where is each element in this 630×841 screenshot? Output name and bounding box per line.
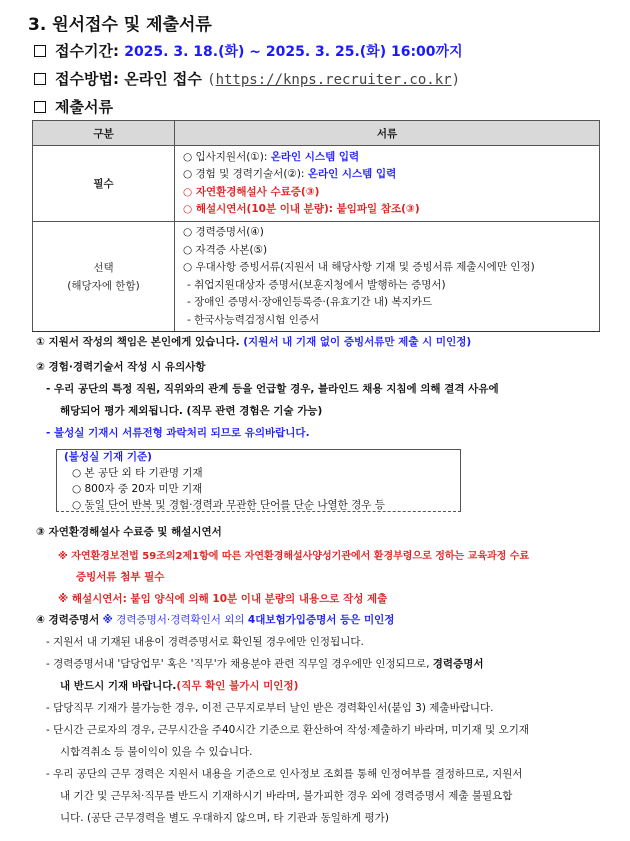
required-documents bbox=[175, 146, 600, 222]
note-4-line: - 담당직무 기재가 불가능한 경우, 이전 근무지로부터 날인 받은 경력확인서(붙임 3) 제출바랍니다. bbox=[46, 702, 494, 714]
optional-documents bbox=[175, 222, 600, 332]
checkbox-icon bbox=[34, 101, 46, 113]
required-item: ○ 자연환경해설사 수료증(③) bbox=[183, 185, 320, 198]
checkbox-icon bbox=[34, 45, 46, 57]
optional-item: ○ 경력증명서(④) bbox=[183, 226, 264, 238]
period-label: 접수기간: bbox=[55, 42, 119, 60]
docs-label: 제출서류 bbox=[55, 98, 113, 116]
required-item bbox=[183, 166, 599, 184]
note-4-line bbox=[46, 656, 484, 671]
application-method bbox=[34, 68, 460, 89]
documents-table bbox=[32, 120, 600, 332]
criteria-title: (불성실 기재 기준) bbox=[64, 451, 152, 463]
note-3-title: ③ 자연환경해설사 수료증 및 해설시연서 bbox=[36, 526, 222, 538]
note-4-line bbox=[60, 678, 298, 693]
note-4-line: - 우리 공단의 근무 경력은 지원서 내용을 기준으로 인사정보 조회를 통해 인정여부를 결정하므로, 지원서 bbox=[46, 768, 523, 780]
note-2-line: 해당되어 평가 제외됩니다. (직무 관련 경험은 기술 가능) bbox=[60, 405, 323, 417]
note-2-line: - 우리 공단의 특정 직원, 직위와의 관계 등을 언급할 경우, 블라인드 채용 지침에 의해 결격 사유에 bbox=[46, 383, 499, 395]
note-2-title: ② 경험·경력기술서 작성 시 유의사항 bbox=[36, 361, 206, 373]
submission-docs-heading bbox=[34, 96, 113, 117]
note-2-warning: - 불성실 기재시 서류전형 과락처리 되므로 유의바랍니다. bbox=[46, 427, 310, 439]
note-4-line: 내 기간 및 근무처·직무를 반드시 기재하시기 바라며, 불가피한 경우 외에 경력증명서 제출 불필요합 bbox=[60, 790, 513, 802]
criteria-item: ○ 본 공단 외 타 기관명 기재 bbox=[72, 467, 203, 479]
note-4-mark: ※ bbox=[102, 614, 113, 626]
required-item: ○ 해설시연서(10분 이내 분량): 붙임파일 참조(③) bbox=[183, 203, 420, 215]
note-4-tail: 4대보험가입증명서 등은 미인정 bbox=[247, 614, 395, 626]
note-1-highlight: (지원서 내 기재 없이 증빙서류만 제출 시 미인정) bbox=[243, 336, 472, 348]
note-4-line: - 단시간 근로자의 경우, 근무시간을 주40시간 기준으로 환산하여 작성·제출하기 바라며, 미기재 및 오기재 bbox=[46, 724, 530, 736]
optional-item: ○ 자격증 사본(⑤) bbox=[183, 243, 268, 256]
note-4-heading: ④ 경력증명서 bbox=[36, 614, 100, 626]
note-4-text: - 경력증명서내 '담당업무' 혹은 '직무'가 채용분야 관련 직무일 경우에만 인정되므로, bbox=[46, 658, 430, 670]
note-3-line: ※ 해설시연서: 붙임 양식에 의해 10분 이내 분량의 내용으로 작성 제출 bbox=[58, 593, 388, 605]
required-item bbox=[183, 149, 599, 167]
note-4-bold: 경력증명서 bbox=[432, 658, 484, 670]
method-value: 온라인 접수 bbox=[124, 70, 202, 88]
criteria-item: ○ 동일 단어 반복 및 경험·경력과 무관한 단어를 단순 나열한 경우 등 bbox=[72, 499, 385, 511]
note-4-bold: 내 반드시 기재 바랍니다. bbox=[60, 680, 177, 692]
optional-item: - 한국사능력검정시험 인증서 bbox=[187, 313, 320, 326]
checkbox-icon bbox=[34, 73, 46, 85]
period-value: 2025. 3. 18.(화) ~ 2025. 3. 25.(화) 16:00까지 bbox=[124, 44, 463, 60]
optional-item: - 취업지원대상자 증명서(보훈지청에서 발행하는 증명서) bbox=[187, 278, 446, 291]
note-4-line: 니다. (공단 근무경력을 별도 우대하지 않으며, 타 기관과 동일하게 평가) bbox=[60, 812, 389, 824]
note-4-line: 시합격취소 등 불이익이 있을 수 있습니다. bbox=[60, 746, 253, 758]
required-label: 필수 bbox=[33, 146, 175, 222]
item-highlight: 온라인 시스템 입력 bbox=[307, 168, 397, 180]
item-text: ○ 경험 및 경력기술서(②): bbox=[183, 168, 308, 180]
method-paren-close: ) bbox=[451, 72, 461, 88]
header-documents: 서류 bbox=[175, 121, 600, 146]
section-title: 3. 원서접수 및 제출서류 bbox=[28, 15, 212, 35]
note-4-warning: (직무 확인 불가시 미인정) bbox=[176, 680, 299, 692]
note-1 bbox=[36, 334, 471, 349]
note-4-line: - 지원서 내 기재된 내용이 경력증명서로 확인될 경우에만 인정됩니다. bbox=[46, 636, 364, 648]
optional-label: 선택 bbox=[93, 261, 114, 274]
optional-sub: (해당자에 한함) bbox=[67, 279, 140, 292]
optional-item: ○ 우대사항 증빙서류(지원서 내 해당사항 기재 및 증빙서류 제출시에만 인정) bbox=[183, 261, 535, 273]
divider bbox=[32, 331, 600, 332]
method-paren-open: ( bbox=[207, 72, 216, 88]
note-4-middle: 경력증명서·경력확인서 외의 bbox=[116, 614, 245, 626]
optional-item: - 장애인 증명서·장애인등록증·(유효기간 내) 복지카드 bbox=[187, 296, 433, 308]
header-category: 구분 bbox=[33, 121, 175, 146]
optional-label-cell bbox=[33, 222, 175, 332]
note-3-line: 증빙서류 첨부 필수 bbox=[76, 571, 165, 583]
note-4-title bbox=[36, 612, 394, 627]
method-label: 접수방법: bbox=[55, 70, 119, 88]
application-period bbox=[34, 40, 463, 61]
note-3-line: ※ 자연환경보전법 59조의2제1항에 따른 자연환경해설사양성기관에서 환경부령으로 정하는 교육과정 수료 bbox=[58, 551, 530, 562]
item-highlight: 온라인 시스템 입력 bbox=[270, 150, 360, 163]
criteria-item: ○ 800자 중 20자 미만 기재 bbox=[72, 483, 203, 495]
item-text: ○ 입사지원서(①): bbox=[183, 150, 271, 163]
note-1-text: ① 지원서 작성의 책임은 본인에게 있습니다. bbox=[36, 336, 240, 348]
recruit-site-link[interactable]: https://knps.recruiter.co.kr bbox=[215, 72, 452, 88]
